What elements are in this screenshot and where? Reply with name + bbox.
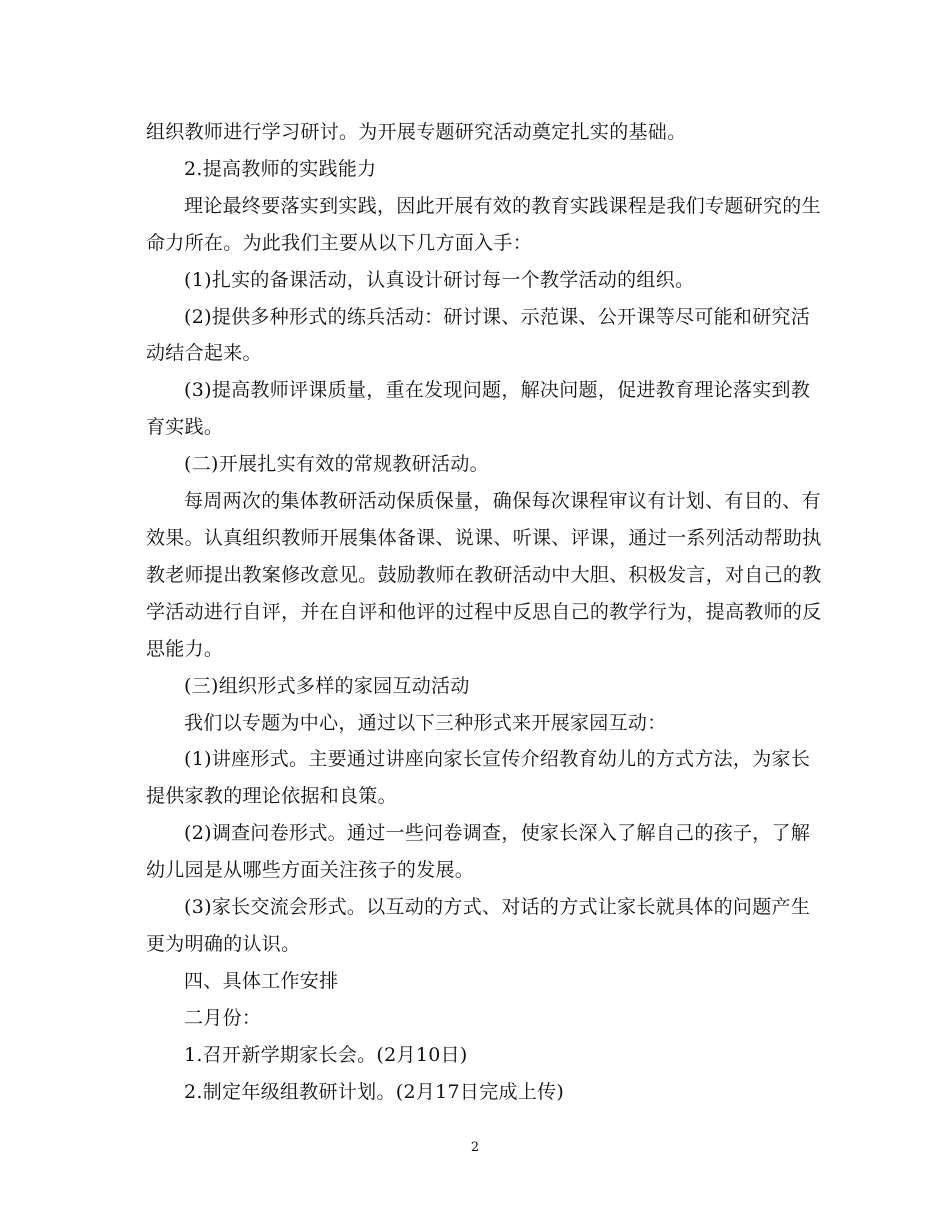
- text-line: (1)讲座形式。主要通过讲座向家长宣传介绍教育幼儿的方式方法，为家长: [184, 748, 811, 771]
- text-line: (1)扎实的备课活动，认真设计研讨每一个教学活动的组织。: [184, 268, 695, 291]
- text-line: 提供家教的理论依据和良策。: [146, 785, 397, 808]
- text-line: 育实践。: [146, 416, 224, 439]
- text-line: 更为明确的认识。: [146, 932, 301, 955]
- text-line: 每周两次的集体教研活动保质保量，确保每次课程审议有计划、有目的、有: [184, 490, 821, 513]
- text-line: 动结合起来。: [146, 342, 262, 365]
- text-line: 1.召开新学期家长会。(2月10日): [184, 1043, 468, 1066]
- text-line: (三)组织形式多样的家园互动活动: [184, 674, 470, 697]
- text-line: (2)提供多种形式的练兵活动：研讨课、示范课、公开课等尽可能和研究活: [184, 305, 811, 328]
- text-line: (2)调查问卷形式。通过一些问卷调查，使家长深入了解自己的孩子，了解: [184, 822, 811, 845]
- text-line: 教老师提出教案修改意见。鼓励教师在教研活动中大胆、积极发言，对自己的教: [146, 563, 822, 586]
- document-body: [146, 114, 822, 1110]
- text-line: 我们以专题为中心，通过以下三种形式来开展家园互动：: [184, 711, 667, 734]
- text-line: 效果。认真组织教师开展集体备课、说课、听课、评课，通过一系列活动帮助执: [146, 526, 822, 549]
- text-line: (3)提高教师评课质量，重在发现问题，解决问题，促进教育理论落实到教: [184, 379, 811, 402]
- text-line: 二月份：: [184, 1006, 262, 1029]
- text-line: 幼儿园是从哪些方面关注孩子的发展。: [146, 859, 475, 882]
- text-line: 思能力。: [146, 637, 224, 660]
- text-line: 命力所在。为此我们主要从以下几方面入手：: [146, 231, 533, 254]
- text-line: 理论最终要落实到实践，因此开展有效的教育实践课程是我们专题研究的生: [184, 194, 821, 217]
- text-line: 2.提高教师的实践能力: [184, 157, 377, 180]
- text-line: (3)家长交流会形式。以互动的方式、对话的方式让家长就具体的问题产生: [184, 896, 811, 919]
- text-line: 组织教师进行学习研讨。为开展专题研究活动奠定扎实的基础。: [146, 121, 687, 143]
- page-number: 2: [470, 1140, 480, 1155]
- text-line: 学活动进行自评，并在自评和他评的过程中反思自己的教学行为，提高教师的反: [146, 600, 822, 623]
- text-line: 2.制定年级组教研计划。(2月17日完成上传): [184, 1080, 565, 1103]
- text-line: 四、具体工作安排: [184, 969, 339, 992]
- text-line: (二)开展扎实有效的常规教研活动。: [184, 453, 489, 476]
